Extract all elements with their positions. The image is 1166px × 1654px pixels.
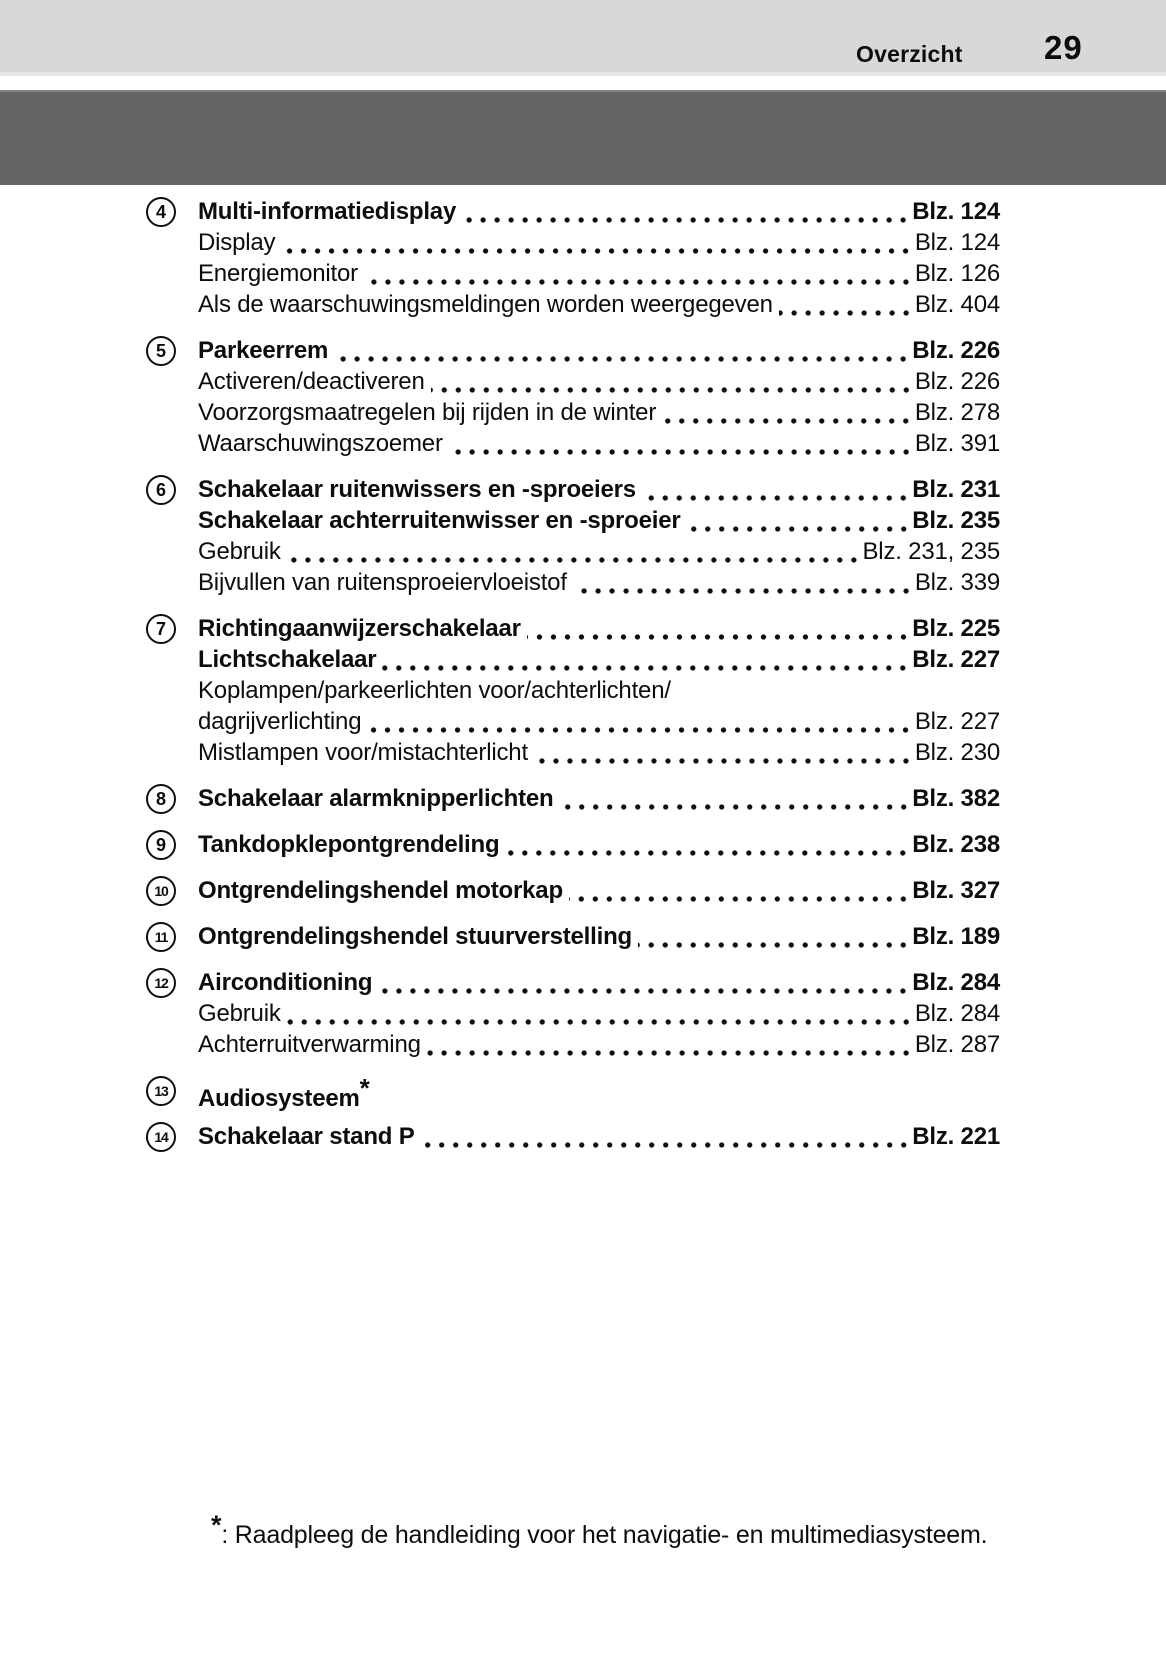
dot-leader: [421, 1121, 913, 1152]
toc-section: [146, 829, 1000, 860]
table-of-contents: [146, 196, 1000, 1152]
page-ref: Blz. 189: [912, 923, 1000, 950]
toc-row: [198, 335, 1000, 366]
dot-leader: [281, 227, 915, 258]
dot-leader: [569, 875, 912, 906]
toc-label: Audiosysteem*: [198, 1073, 370, 1112]
toc-row: [198, 675, 1000, 706]
toc-row: [198, 397, 1000, 428]
page-ref: Blz. 227: [914, 708, 1000, 735]
toc-label: Bijvullen van ruitensproeiervloeistof: [198, 569, 567, 596]
toc-row: [198, 289, 1000, 320]
toc-label: Ontgrendelingshendel stuurverstelling: [198, 923, 632, 950]
section-number-badge: 4: [146, 197, 176, 227]
toc-section: [146, 196, 1000, 320]
dot-leader: [449, 428, 915, 459]
dot-leader: [367, 706, 915, 737]
toc-section: [146, 474, 1000, 598]
toc-row: [198, 196, 1000, 227]
toc-label: Display: [198, 229, 276, 256]
page-ref: Blz. 221: [912, 1123, 1000, 1150]
toc-label: Schakelaar achterruitenwisser en -sproeier: [198, 507, 681, 534]
toc-row: [198, 428, 1000, 459]
section-number-badge: 14: [146, 1122, 176, 1152]
toc-row: [198, 474, 1000, 505]
section-number-badge: 9: [146, 830, 176, 860]
page-ref: Blz. 339: [914, 569, 1000, 596]
toc-label: Gebruik: [198, 1000, 281, 1027]
toc-section: [146, 613, 1000, 768]
toc-label: Koplampen/parkeerlichten voor/achterlichten/: [198, 677, 671, 704]
footnote: [211, 1512, 987, 1550]
section-number-badge: 11: [146, 922, 176, 952]
toc-row: [198, 505, 1000, 536]
page-ref: Blz. 278: [914, 399, 1000, 426]
page-header-band: [0, 0, 1166, 76]
toc-row: [198, 366, 1000, 397]
label-asterisk-icon: *: [359, 1073, 370, 1103]
section-number-badge: 13: [146, 1076, 176, 1106]
toc-label: Achterruitverwarming: [198, 1031, 421, 1058]
page-ref: Blz. 382: [912, 785, 1000, 812]
page-ref: Blz. 404: [914, 291, 1000, 318]
page-ref: Blz. 225: [912, 615, 1000, 642]
toc-row: [198, 967, 1000, 998]
toc-label: Lichtschakelaar: [198, 646, 377, 673]
page-ref: Blz. 391: [914, 430, 1000, 457]
dot-leader: [573, 567, 915, 598]
section-number-badge: 8: [146, 784, 176, 814]
dot-leader: [662, 397, 915, 428]
section-number-badge: 10: [146, 876, 176, 906]
toc-label: Schakelaar alarmknipperlichten: [198, 785, 554, 812]
footnote-text: : Raadpleeg de handleiding voor het navigatie- en multimediasysteem.: [221, 1521, 988, 1549]
page-ref: Blz. 126: [914, 260, 1000, 287]
footnote-asterisk-icon: *: [211, 1510, 222, 1540]
dot-leader: [527, 613, 912, 644]
toc-row: [198, 706, 1000, 737]
toc-label: Voorzorgsmaatregelen bij rijden in de winter: [198, 399, 657, 426]
dot-leader: [505, 829, 912, 860]
toc-label: Als de waarschuwingsmeldingen worden weergegeven: [198, 291, 773, 318]
section-number-badge: 5: [146, 336, 176, 366]
page-ref: Blz. 226: [912, 337, 1000, 364]
dot-leader: [364, 258, 915, 289]
toc-row: [198, 1121, 1000, 1152]
page-ref: Blz. 287: [914, 1031, 1000, 1058]
toc-section: [146, 875, 1000, 906]
toc-label: Ontgrendelingshendel motorkap: [198, 877, 563, 904]
dot-leader: [334, 335, 912, 366]
toc-row: [198, 737, 1000, 768]
dot-leader: [687, 505, 913, 536]
toc-label: Schakelaar stand P: [198, 1123, 415, 1150]
page-ref: Blz. 235: [912, 507, 1000, 534]
section-number-badge: 6: [146, 475, 176, 505]
toc-row: [198, 783, 1000, 814]
page-ref: Blz. 231: [912, 476, 1000, 503]
toc-row: [198, 536, 1000, 567]
toc-row: [198, 998, 1000, 1029]
toc-section: [146, 1121, 1000, 1152]
page-ref: Blz. 230: [914, 739, 1000, 766]
toc-section: [146, 967, 1000, 1060]
dot-leader: [378, 967, 912, 998]
toc-section: [146, 1073, 1000, 1112]
dot-leader: [534, 737, 915, 768]
page-ref: Blz. 231, 235: [862, 538, 1000, 565]
dot-leader: [462, 196, 912, 227]
toc-row: [198, 227, 1000, 258]
toc-label: Gebruik: [198, 538, 281, 565]
toc-label: Schakelaar ruitenwissers en -sproeiers: [198, 476, 636, 503]
header-section-label: Overzicht: [856, 41, 963, 67]
page-ref: Blz. 238: [912, 831, 1000, 858]
toc-row: [198, 921, 1000, 952]
dot-leader: [560, 783, 913, 814]
toc-row: [198, 829, 1000, 860]
toc-section: [146, 335, 1000, 459]
toc-label: Parkeerrem: [198, 337, 329, 364]
page-ref: Blz. 327: [912, 877, 1000, 904]
toc-label: Energiemonitor: [198, 260, 358, 287]
toc-label: Tankdopklepontgrendeling: [198, 831, 500, 858]
toc-section: [146, 783, 1000, 814]
dot-leader: [642, 474, 912, 505]
header-page-number: 29: [1044, 29, 1083, 66]
toc-row: [198, 1073, 1000, 1112]
dot-leader: [427, 1029, 915, 1060]
toc-row: [198, 567, 1000, 598]
toc-label: dagrijverlichting: [198, 708, 362, 735]
page-ref: Blz. 124: [914, 229, 1000, 256]
toc-label: Activeren/deactiveren: [198, 368, 425, 395]
toc-row: [198, 644, 1000, 675]
section-number-badge: 12: [146, 968, 176, 998]
dot-leader: [382, 644, 912, 675]
page-ref: Blz. 284: [912, 969, 1000, 996]
toc-row: [198, 613, 1000, 644]
page-ref: Blz. 124: [912, 198, 1000, 225]
section-number-badge: 7: [146, 614, 176, 644]
toc-label: Waarschuwingszoemer: [198, 430, 443, 457]
page-ref: Blz. 226: [914, 368, 1000, 395]
toc-label: Multi-informatiedisplay: [198, 198, 457, 225]
toc-row: [198, 875, 1000, 906]
page-ref: Blz. 284: [914, 1000, 1000, 1027]
toc-label: Mistlampen voor/mistachterlicht: [198, 739, 528, 766]
dot-leader: [431, 366, 915, 397]
toc-section: [146, 921, 1000, 952]
hero-band: [0, 90, 1166, 185]
dot-leader: [287, 536, 863, 567]
toc-row: [198, 258, 1000, 289]
toc-label: Richtingaanwijzerschakelaar: [198, 615, 521, 642]
dot-leader: [638, 921, 912, 952]
dot-leader: [779, 289, 915, 320]
toc-row: [198, 1029, 1000, 1060]
dot-leader: [287, 998, 915, 1029]
toc-label: Airconditioning: [198, 969, 373, 996]
page-ref: Blz. 227: [912, 646, 1000, 673]
